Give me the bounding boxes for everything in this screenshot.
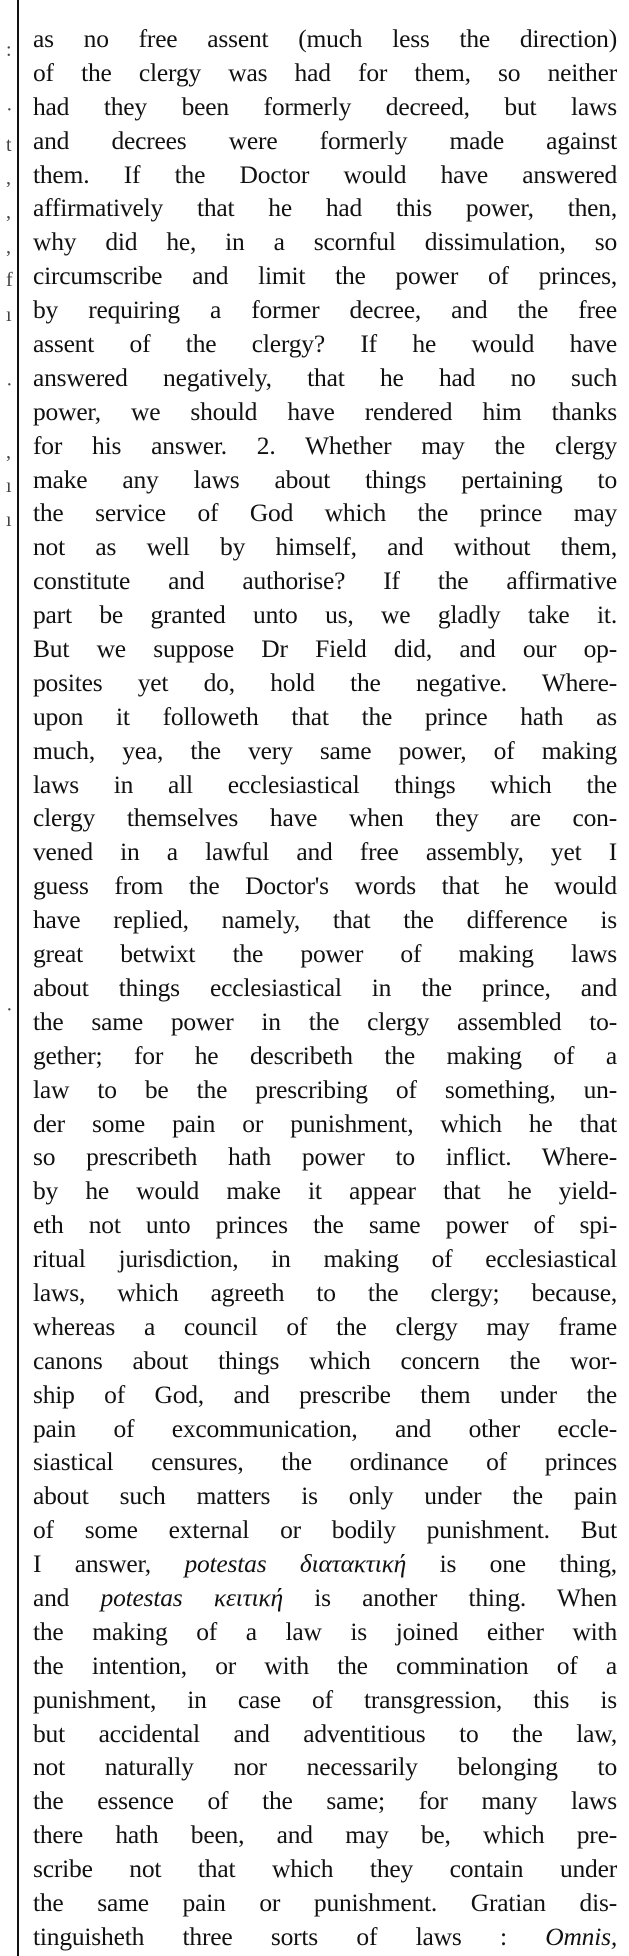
gutter-mark: ,: [6, 167, 11, 189]
gutter-mark: ·: [6, 99, 13, 121]
gutter-mark: ,: [6, 236, 11, 258]
text-line: laws in all ecclesiastical things which the: [33, 769, 617, 799]
text-line: vened in a lawful and free assembly, yet I: [33, 837, 617, 867]
text-line: But we suppose Dr Field did, and our op-: [33, 634, 617, 664]
gutter-mark: ·: [6, 999, 13, 1021]
line-text: is another thing. When: [282, 1582, 617, 1612]
text-line: have replied, namely, that the difference is: [33, 905, 617, 935]
text-line: upon it followeth that the prince hath as: [33, 701, 617, 731]
text-line-with-latin: [33, 1920, 617, 1954]
text-line: there hath been, and may be, which pre-: [33, 1820, 617, 1850]
text-line: make any laws about things pertaining to: [33, 464, 617, 494]
text-line: of the clergy was had for them, so neither: [33, 57, 617, 87]
text-line: by he would make it appear that he yield-: [33, 1176, 617, 1206]
greek-term: διατακτική: [299, 1549, 407, 1579]
text-line: eth not unto princes the same power of spi-: [33, 1210, 617, 1240]
text-line: but accidental and adventitious to the law,: [33, 1718, 617, 1748]
text-line: the service of God which the prince may: [33, 498, 617, 528]
text-line: about such matters is only under the pain: [33, 1481, 617, 1511]
text-line: power, we should have rendered him thanks: [33, 396, 617, 426]
text-line: part be granted unto us, we gladly take it.: [33, 600, 617, 630]
text-line: of some external or bodily punishment. But: [33, 1515, 617, 1545]
gutter-mark: ·: [6, 374, 13, 396]
text-line: not as well by himself, and without them,: [33, 532, 617, 562]
gutter-mark: ı: [6, 509, 12, 531]
text-line: as no free assent (much less the direction): [33, 24, 617, 53]
text-line: circumscribe and limit the power of princes,: [33, 261, 617, 291]
text-line: had they been formerly decreed, but laws: [33, 91, 617, 121]
text-line-with-greek: [33, 1581, 617, 1615]
line-text: is one thing,: [406, 1549, 617, 1579]
text-line: scribe not that which they contain under: [33, 1854, 617, 1884]
line-text: and: [33, 1582, 101, 1612]
text-line: punishment, in case of transgression, this is: [33, 1684, 617, 1714]
line-text: I answer,: [33, 1549, 185, 1579]
text-line: pain of excommunication, and other eccle-: [33, 1413, 617, 1443]
text-line: whereas a council of the clergy may frame: [33, 1311, 617, 1341]
text-line-with-greek: [33, 1547, 617, 1581]
text-line: the making of a law is joined either with: [33, 1616, 617, 1646]
gutter-mark: :: [6, 39, 12, 61]
greek-term: κειτική: [213, 1582, 283, 1612]
gutter-mark: ı: [6, 304, 12, 326]
text-line: the essence of the same; for many laws: [33, 1786, 617, 1816]
text-line: siastical censures, the ordinance of princes: [33, 1447, 617, 1477]
text-line: about things ecclesiastical in the prince, and: [33, 972, 617, 1002]
gutter-mark: ,: [6, 441, 11, 463]
gutter-mark: ,: [6, 201, 11, 223]
text-line: not naturally nor necessarily belonging to: [33, 1752, 617, 1782]
text-line: and decrees were formerly made against: [33, 125, 617, 155]
text-line: guess from the Doctor's words that he would: [33, 871, 617, 901]
line-text: tinguisheth three sorts of laws :: [33, 1921, 546, 1951]
text-line: so prescribeth hath power to inflict. Where-: [33, 1142, 617, 1172]
latin-term: potestas: [100, 1582, 183, 1612]
text-line: laws, which agreeth to the clergy; because,: [33, 1277, 617, 1307]
text-line: for his answer. 2. Whether may the clergy: [33, 430, 617, 460]
text-line: the same pain or punishment. Gratian dis-: [33, 1887, 617, 1917]
latin-term: Omnis,: [545, 1921, 617, 1951]
gutter-mark: t: [6, 134, 12, 156]
text-line: der some pain or punishment, which he that: [33, 1108, 617, 1138]
text-line: canons about things which concern the wor-: [33, 1345, 617, 1375]
text-line: posites yet do, hold the negative. Where-: [33, 667, 617, 697]
text-column: [33, 22, 617, 1954]
text-line: why did he, in a scornful dissimulation, so: [33, 227, 617, 257]
column-rule: [17, 0, 19, 1956]
text-line: the same power in the clergy assembled to-: [33, 1006, 617, 1036]
text-line: ship of God, and prescribe them under the: [33, 1379, 617, 1409]
text-line: the intention, or with the commination of a: [33, 1650, 617, 1680]
text-line: affirmatively that he had this power, then,: [33, 193, 617, 223]
text-line: by requiring a former decree, and the free: [33, 295, 617, 325]
text-line: much, yea, the very same power, of making: [33, 735, 617, 765]
text-line: constitute and authorise? If the affirmative: [33, 566, 617, 596]
gutter-mark: f: [6, 269, 13, 291]
text-line: ritual jurisdiction, in making of ecclesiastical: [33, 1244, 617, 1274]
text-line: law to be the prescribing of something, un-: [33, 1074, 617, 1104]
text-line: answered negatively, that he had no such: [33, 362, 617, 392]
gutter-mark: ı: [6, 475, 12, 497]
text-line: gether; for he describeth the making of a: [33, 1040, 617, 1070]
text-line: assent of the clergy? If he would have: [33, 329, 617, 359]
text-line: great betwixt the power of making laws: [33, 939, 617, 969]
text-line: clergy themselves have when they are con-: [33, 803, 617, 833]
latin-term: potestas: [184, 1549, 267, 1579]
text-line: them. If the Doctor would have answered: [33, 159, 617, 189]
